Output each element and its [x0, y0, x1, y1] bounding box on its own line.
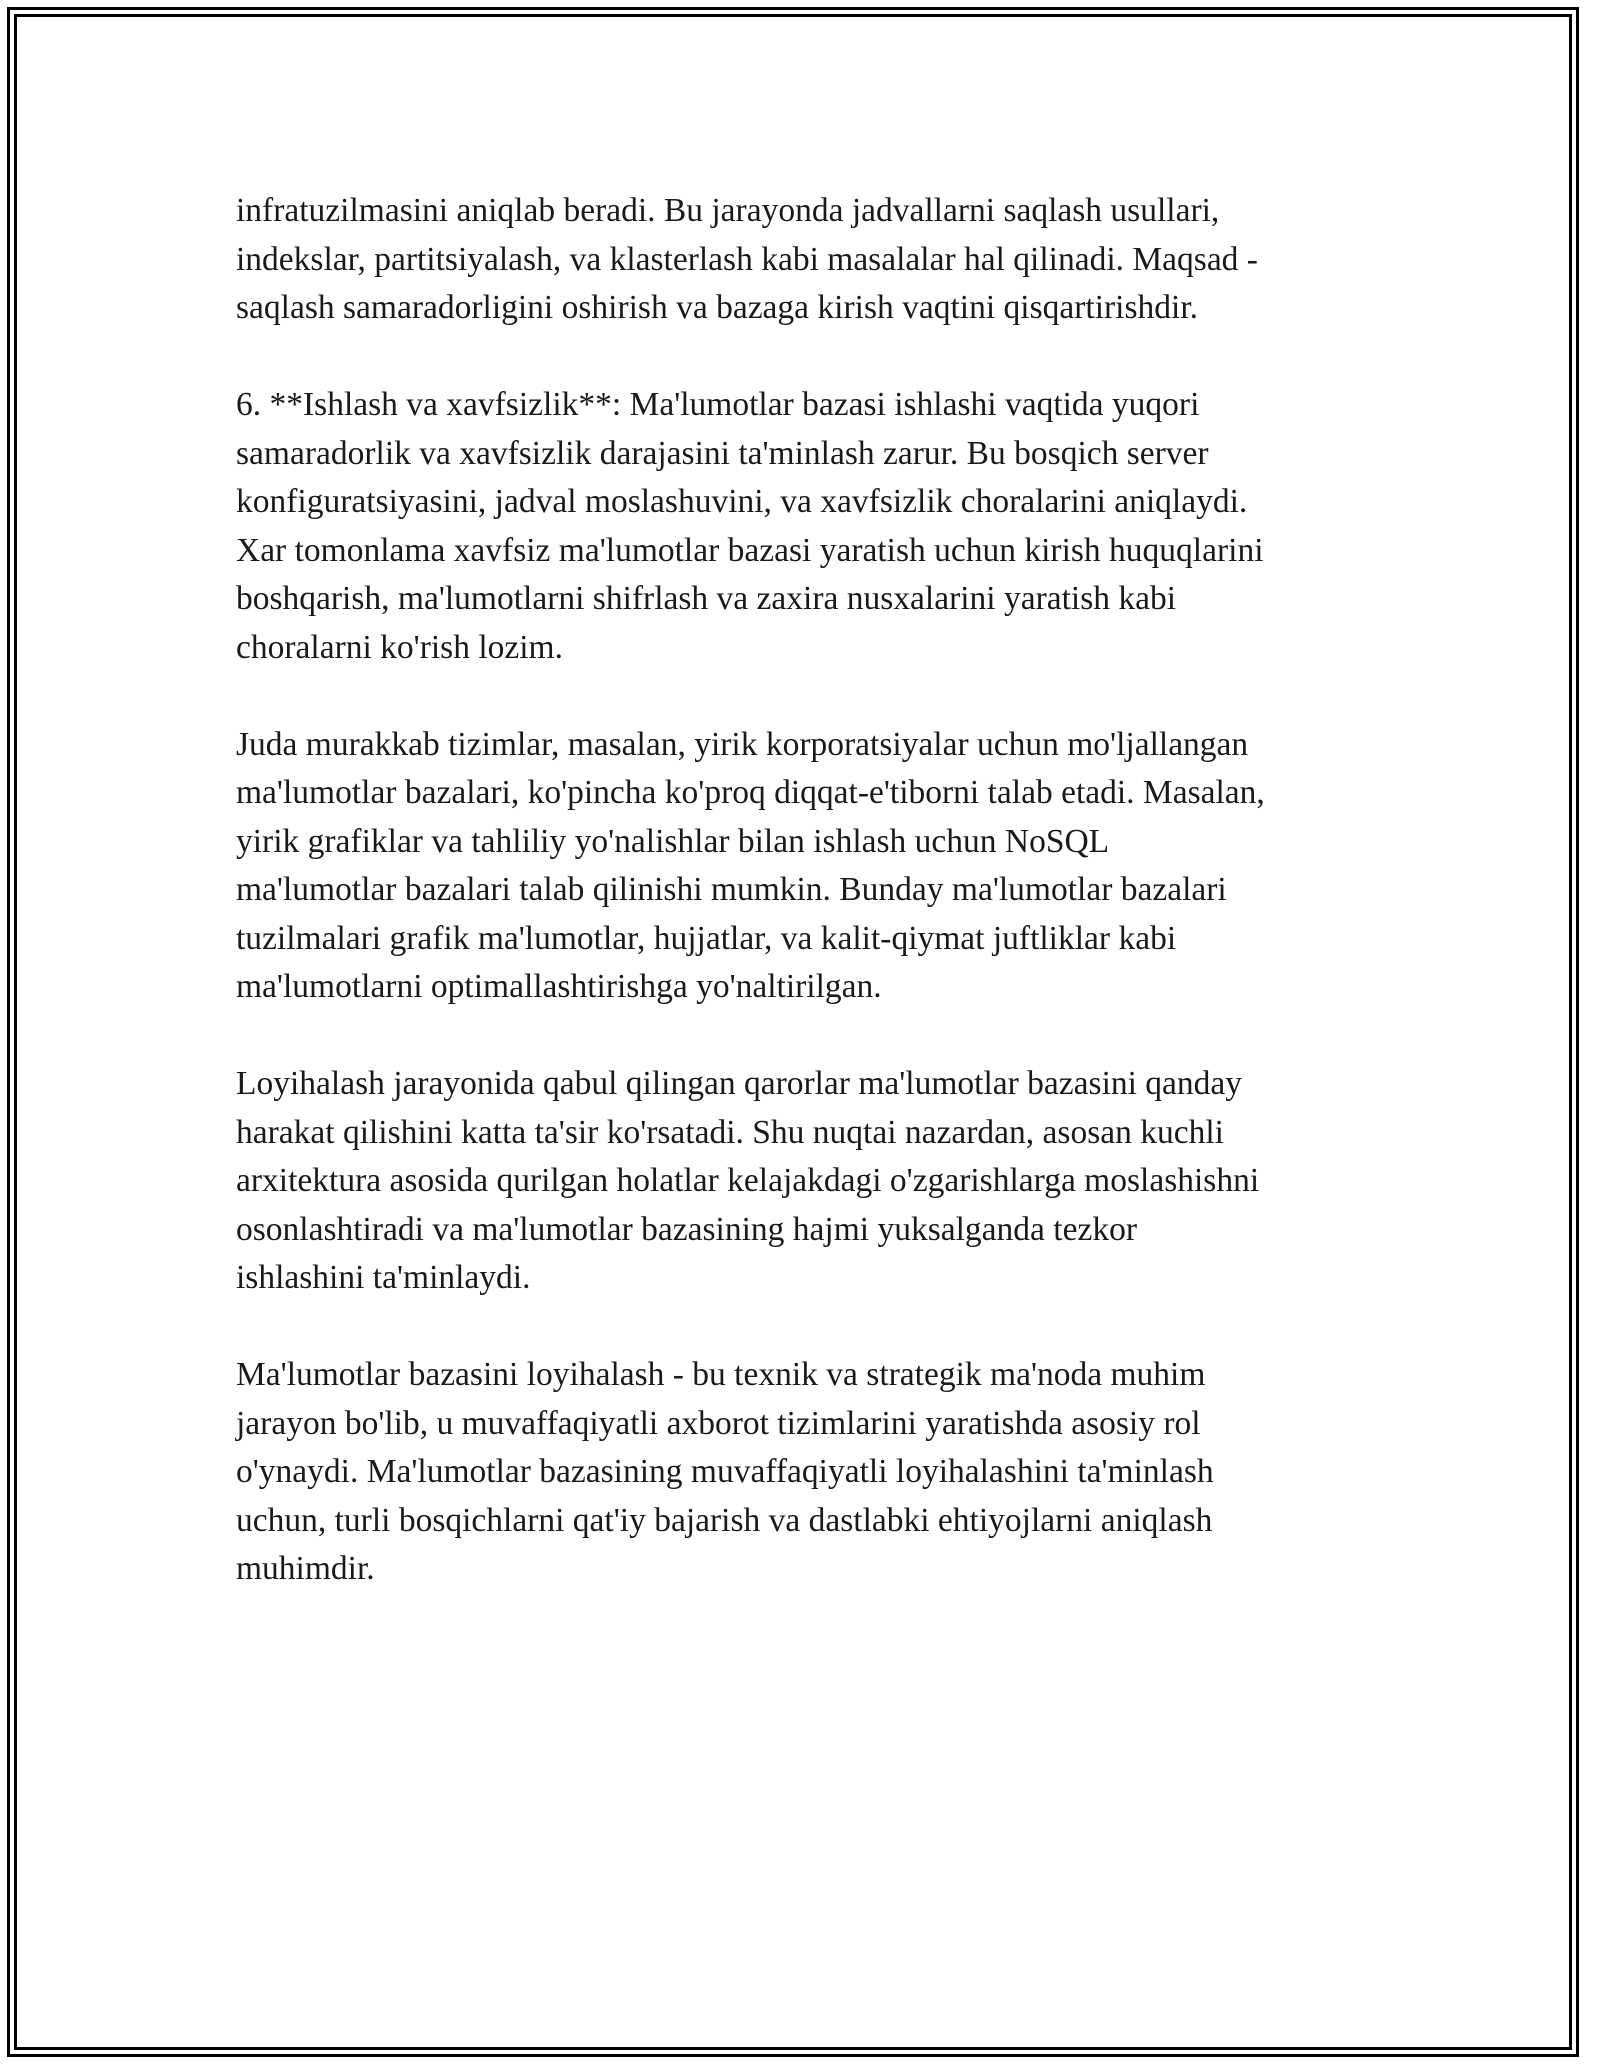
paragraph-design-decisions: Loyihalash jarayonida qabul qilingan qarorlar ma'lumotlar bazasini qanday harakat qilishini katta ta'sir ko'rsatadi. Shu nuqtai nazardan, asosan kuchli arxitektura asosida qurilgan holatlar kelajakdagi o'zgarishlarga moslashishni osonlashtiradi va ma'lumotlar bazasining hajmi yuksalganda tezkor ishlashini ta'minlaydi. [236, 1065, 1260, 1296]
paragraph-storage-infrastructure: infratuzilmasini aniqlab beradi. Bu jarayonda jadvallarni saqlash usullari, indekslar, partitsiyalash, va klasterlash kabi masalalar hal qilinadi. Maqsad - saqlash samaradorligini oshirish va bazaga kirish vaqtini qisqartirishdir. [236, 192, 1258, 326]
paragraph-performance-security: 6. **Ishlash va xavfsizlik**: Ma'lumotlar bazasi ishlashi vaqtida yuqori samaradorlik va xavfsizlik darajasini ta'minlash zarur. Bu bosqich server konfiguratsiyasini, jadval moslashuvini, va xavfsizlik choralarini aniqlaydi. Xar tomonlama xavfsiz ma'lumotlar bazasi yaratish uchun kirish huquqlarini boshqarish, ma'lumotlarni shifrlash va zaxira nusxalarini yaratish kabi choralarni ko'rish lozim. [236, 386, 1264, 666]
paragraph-conclusion: Ma'lumotlar bazasini loyihalash - bu texnik va strategik ma'noda muhim jarayon bo'lib, u muvaffaqiyatli axborot tizimlarini yaratishda asosiy rol o'ynaydi. Ma'lumotlar bazasining muvaffaqiyatli loyihalashini ta'minlash uchun, turli bosqichlarni qat'iy bajarish va dastlabki ehtiyojlarni aniqlash muhimdir. [236, 1356, 1214, 1587]
document-body [236, 187, 1376, 1642]
paragraph-complex-systems: Juda murakkab tizimlar, masalan, yirik korporatsiyalar uchun mo'ljallangan ma'lumotlar bazalari, ko'pincha ko'proq diqqat-e'tiborni talab etadi. Masalan, yirik grafiklar va tahliliy yo'nalishlar bilan ishlash uchun NoSQL ma'lumotlar bazalari talab qilinishi mumkin. Bunday ma'lumotlar bazalari tuzilmalari grafik ma'lumotlar, hujjatlar, va kalit-qiymat juftliklar kabi ma'lumotlarni optimallashtirishga yo'naltirilgan. [236, 725, 1265, 1005]
